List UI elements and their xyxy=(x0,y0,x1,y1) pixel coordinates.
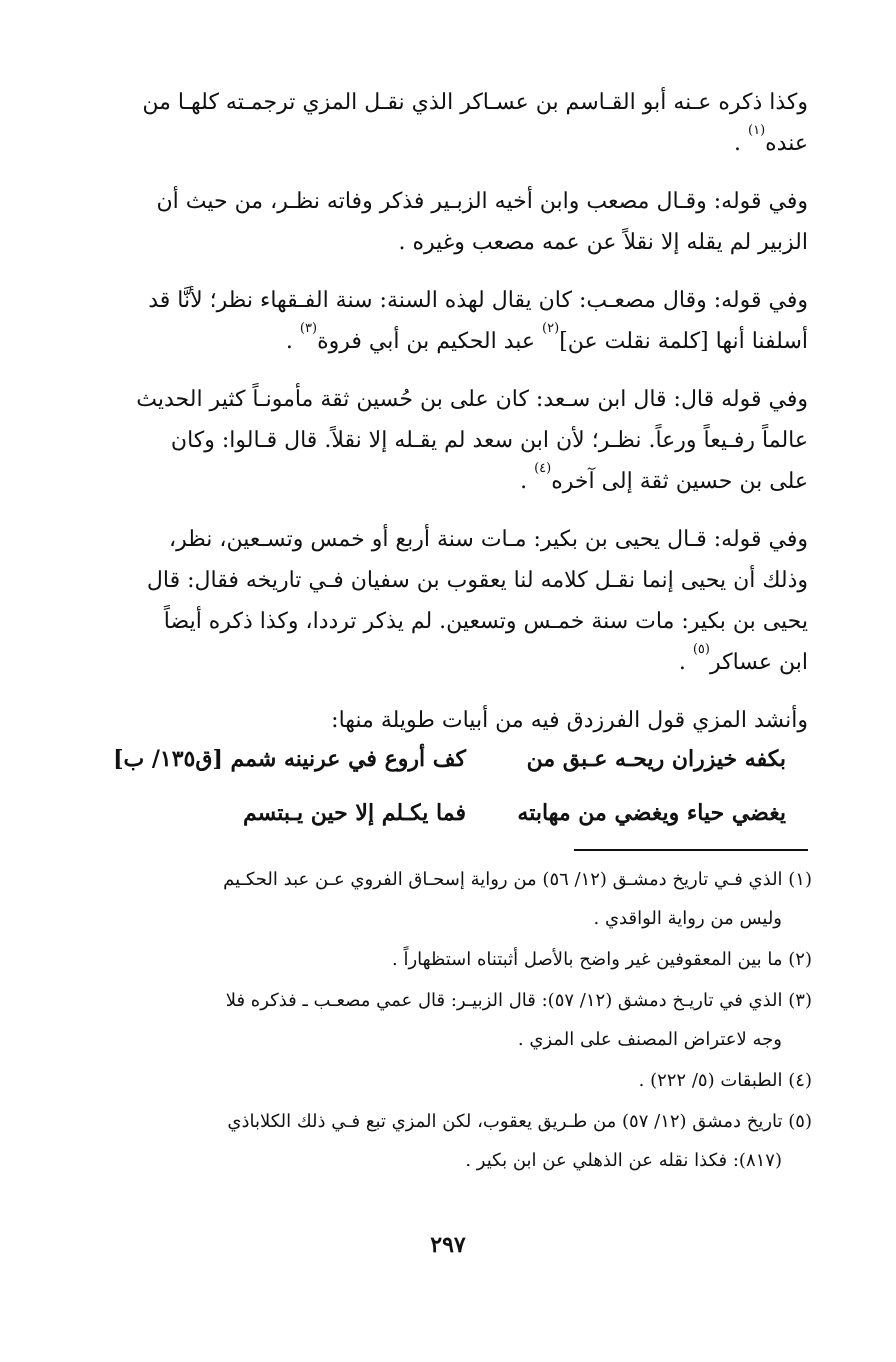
footnote-continuation: وليس من رواية الواقدي . xyxy=(593,908,782,929)
verse-second-hemistich: كف أروع في عرنينه شمم [ق١٣٥/ ب] xyxy=(113,746,466,772)
paragraph-1 xyxy=(118,82,808,164)
paragraph-line: الزبير لم يقله إلا نقلاً عن عمه مصعب وغيره . xyxy=(398,230,808,255)
paragraph-line: وأنشد المزي قول الفرزدق فيه من أبيات طويلة منها: xyxy=(331,708,808,733)
footnote-4 xyxy=(118,1061,812,1100)
paragraph-tail: . xyxy=(520,469,535,494)
paragraph-line: ابن عساكر xyxy=(709,650,808,675)
paragraph-2 xyxy=(118,181,808,263)
paragraph-5 xyxy=(118,519,808,683)
paragraph-tail: . xyxy=(285,329,300,354)
footnote-ref: (٤) xyxy=(534,460,552,476)
paragraph-line: أسلفنا أنها [كلمة نقلت عن] xyxy=(559,329,808,354)
footnote-ref: (٣) xyxy=(299,320,318,336)
footnote-3 xyxy=(118,981,812,1059)
verse-second-hemistich: فما يكـلم إلا حين يـبتسم xyxy=(243,800,466,826)
paragraph-line: وذلك أن يحيى إنما نقـل كلامه لنا يعقوب بن سفيان فـي تاريخه فقال: قال xyxy=(146,568,808,593)
footnote-divider xyxy=(574,849,808,851)
paragraph-line: عالماً رفـيعاً ورعاً. نظـر؛ لأن ابن سعد لم يقـله إلا نقلاً. قال قـالوا: وكان xyxy=(170,428,808,453)
footnotes xyxy=(118,860,812,1182)
footnote-text: (٢) ما بين المعقوفين غير واضح بالأصل أثبتناه استظهاراً . xyxy=(392,949,812,970)
footnote-text: (٤) الطبقات (٥/ ٢٢٢) . xyxy=(638,1070,812,1091)
paragraph-line: على بن حسين ثقة إلى آخره xyxy=(551,469,808,494)
poem xyxy=(113,732,786,840)
paragraph-line: وكذا ذكره عـنه أبو القـاسم بن عسـاكر الذي نقـل المزي ترجمـته كلهـا من xyxy=(142,90,808,115)
footnote-continuation: وجه لاعتراض المصنف على المزي . xyxy=(517,1029,782,1050)
footnote-text: (٣) الذي في تاريـخ دمشق (١٢/ ٥٧): قال الزبيـر: قال عمي مصعـب ـ فذكره فلا xyxy=(225,990,812,1011)
footnote-ref: (١) xyxy=(748,122,766,138)
footnote-1 xyxy=(118,860,812,938)
footnote-text: (٥) تاريخ دمشق (١٢/ ٥٧) من طـريق يعقوب، لكن المزي تبع فـي ذلك الكلاباذي xyxy=(227,1111,812,1132)
footnote-2 xyxy=(118,940,812,979)
footnote-ref: (٥) xyxy=(692,641,710,657)
paragraph-line: وفي قوله: وقال مصعـب: كان يقال لهذه السنة: سنة الفـقهاء نظر؛ لأنَّا قد xyxy=(148,288,808,313)
paragraph-line: عبد الحكيم بن أبي فروة xyxy=(317,329,543,354)
paragraph-line: يحيى بن بكير: مات سنة خمـس وتسعين. لم يذكر ترددا، وكذا ذكره أيضاً xyxy=(163,609,808,634)
paragraph-tail: . xyxy=(678,650,693,675)
verse-first-hemistich: بكفه خيزران ريحـه عـبق من xyxy=(526,746,786,772)
footnote-continuation: (٨١٧): فكذا نقله عن الذهلي عن ابن بكير . xyxy=(465,1150,782,1171)
footnote-ref: (٢) xyxy=(542,320,560,336)
paragraph-line: وفي قوله: قـال يحيى بن بكير: مـات سنة أربع أو خمس وتسـعين، نظر، xyxy=(169,527,808,552)
paragraph-tail: . xyxy=(734,131,749,156)
page-number: ٢٩٧ xyxy=(430,1232,466,1258)
paragraph-4 xyxy=(118,379,808,502)
main-text xyxy=(118,82,808,758)
verse-first-hemistich: يغضي حياء ويغضي من مهابته xyxy=(517,800,786,826)
poem-verse xyxy=(126,786,786,840)
paragraph-line: وفي قوله: وقـال مصعب وابن أخيه الزبـير فذكر وفاته نظـر، من حيث أن xyxy=(156,189,808,214)
footnote-text: (١) الذي فـي تاريخ دمشـق (١٢/ ٥٦) من رواية إسحـاق الفروي عـن عبد الحكـيم xyxy=(223,869,812,890)
paragraph-line: عنده xyxy=(765,131,808,156)
footnote-5 xyxy=(118,1102,812,1180)
paragraph-line: وفي قوله قال: قال ابن سـعد: كان على بن حُسين ثقة مأمونـاً كثير الحديث xyxy=(136,387,808,412)
poem-verse xyxy=(113,732,786,786)
paragraph-3 xyxy=(118,280,808,362)
